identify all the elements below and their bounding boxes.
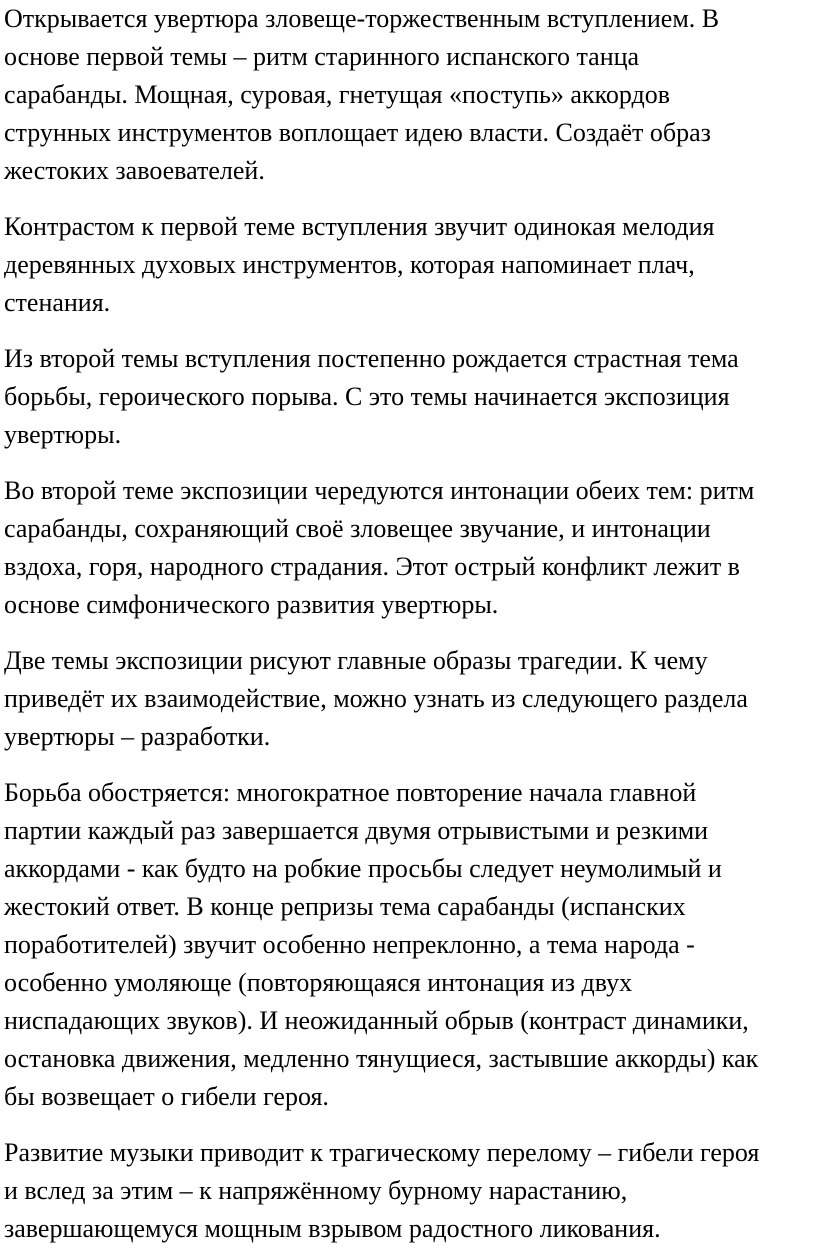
paragraph-exposition-images: Две темы экспозиции рисуют главные образы трагедии. К чему приведёт их взаимодействие, можно узнать из следующего раздела увертюры – разработки. — [4, 646, 748, 751]
paragraph-exposition-second-theme: Во второй теме экспозиции чередуются интонации обеих тем: ритм сарабанды, сохраняющий своё зловещее звучание, и интонации вздоха, горя, народного страдания. Этот острый конфликт лежит в основе симфонического развития увертюры. — [4, 476, 755, 619]
paragraph-struggle-theme: Из второй темы вступления постепенно рождается страстная тема борьбы, героического порыва. С это темы начинается экспозиция увертюры. — [4, 344, 739, 449]
paragraph-contrast-theme: Контрастом к первой теме вступления звучит одинокая мелодия деревянных духовых инструментов, которая напоминает плач, стенания. — [4, 212, 715, 317]
paragraph-introduction: Открывается увертюра зловеще-торжественным вступлением. В основе первой темы – ритм старинного испанского танца сарабанды. Мощная, суровая, гнетущая «поступь» аккордов струнных инструментов воплощает идею власти. Создаёт образ жестоких завоевателей. — [4, 4, 720, 185]
paragraph-development-struggle: Борьба обостряется: многократное повторение начала главной партии каждый раз завершается двумя отрывистыми и резкими аккордами - как будто на робкие просьбы следует неумолимый и жестокий ответ. В конце репризы тема сарабанды (испанских поработителей) звучит особенно непреклонно, а тема народа - особенно умоляюще (повторяющаяся интонация из двух ниспадающих звуков). И неожиданный обрыв (контраст динамики, остановка движения, медленно тянущиеся, застывшие аккорды) как бы возвещает о гибели героя. — [4, 778, 759, 1111]
paragraph-conclusion: Развитие музыки приводит к трагическому перелому – гибели героя и вслед за этим – к напряжённому бурному нарастанию, завершающемуся мощным взрывом радостного ликования. — [4, 1138, 760, 1243]
